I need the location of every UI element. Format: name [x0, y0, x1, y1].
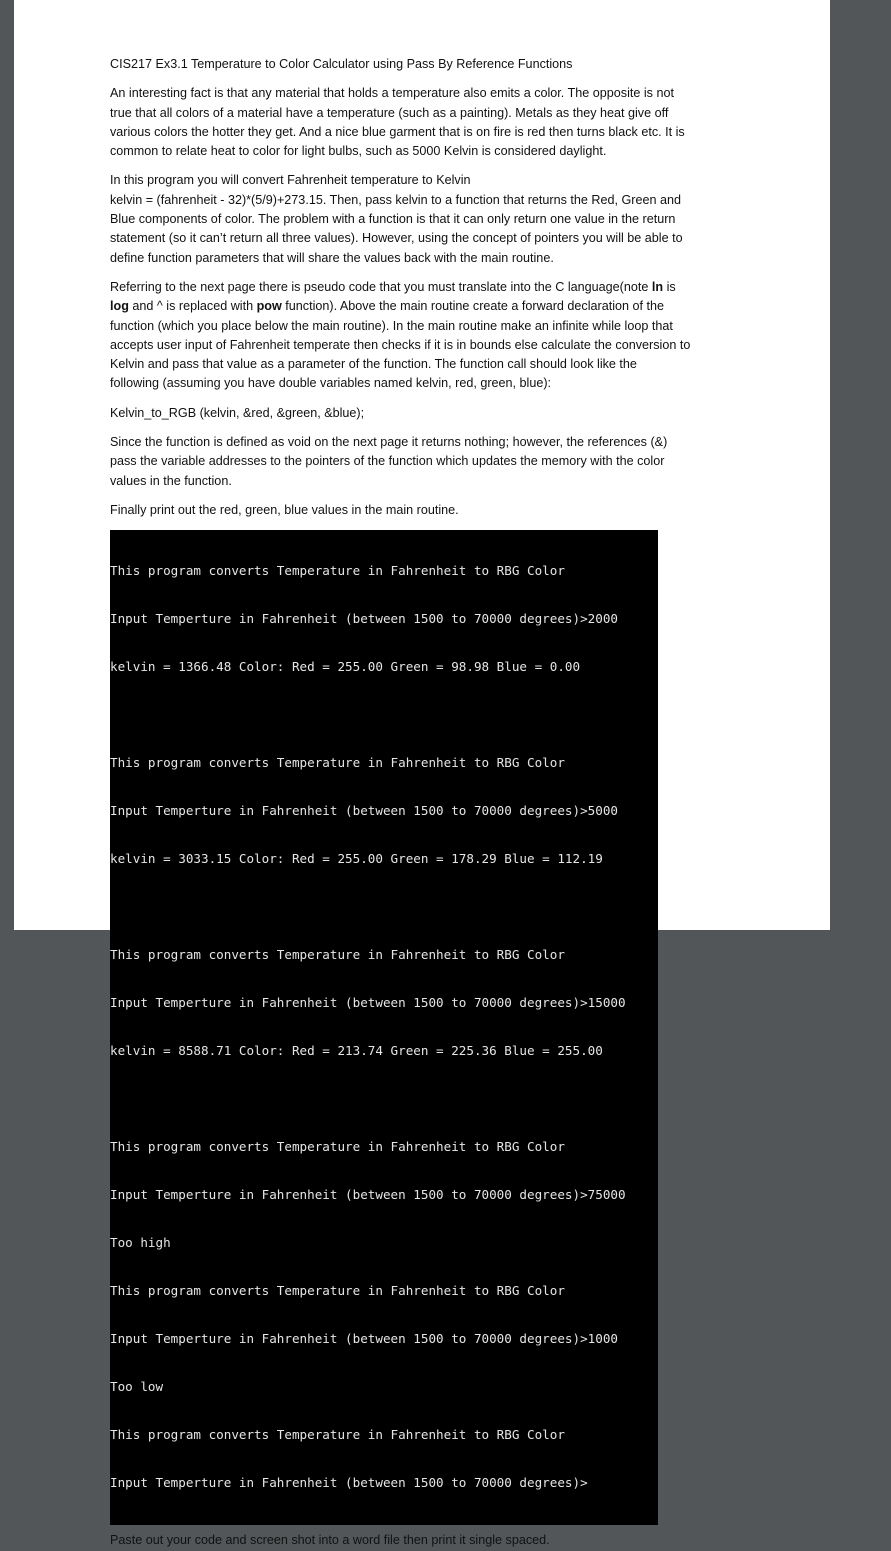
- terminal-line: This program converts Temperature in Fahrenheit to RBG Color: [110, 563, 565, 579]
- terminal-line: Input Temperture in Fahrenheit (between 1500 to 70000 degrees)>2000: [110, 611, 618, 627]
- text-line: statement (so it can’t return all three values). However, using the concept of pointers you will be able to: [110, 231, 683, 246]
- terminal-line: Too low: [110, 1379, 164, 1395]
- text-segment: is: [663, 279, 676, 294]
- text-segment: function). Above the main routine create a forward declaration of the: [281, 299, 665, 314]
- bold-term-pow: pow: [256, 299, 282, 314]
- terminal-line: kelvin = 1366.48 Color: Red = 255.00 Green = 98.98 Blue = 0.00: [110, 659, 581, 675]
- terminal-line: [110, 899, 658, 915]
- terminal-line: kelvin = 8588.71 Color: Red = 213.74 Green = 225.36 Blue = 255.00: [110, 1043, 603, 1059]
- text-line: accepts user input of Fahrenheit temperate then checks if it is in bounds else calculate the conversion to: [110, 337, 691, 352]
- terminal-line: Input Temperture in Fahrenheit (between 1500 to 70000 degrees)>15000: [110, 995, 626, 1011]
- text-line: kelvin = (fahrenheit - 32)*(5/9)+273.15. Then, pass kelvin to a function that returns the Red, Green and: [110, 192, 682, 207]
- text-segment: Referring to the next page there is pseudo code that you must translate into the C language(note: [110, 279, 652, 294]
- terminal-line: This program converts Temperature in Fahrenheit to RBG Color: [110, 947, 565, 963]
- bold-term-ln: ln: [651, 279, 664, 294]
- terminal-line: kelvin = 3033.15 Color: Red = 255.00 Green = 178.29 Blue = 112.19: [110, 851, 603, 867]
- text-line: Since the function is defined as void on the next page it returns nothing; however, the references (&): [110, 435, 668, 450]
- document-page: [14, 0, 830, 1548]
- terminal-line: Input Temperture in Fahrenheit (between 1500 to 70000 degrees)>1000: [110, 1331, 618, 1347]
- function-call-example: Kelvin_to_RGB (kelvin, &red, &green, &blue);: [110, 405, 365, 420]
- text-line: In this program you will convert Fahrenheit temperature to Kelvin: [110, 173, 471, 188]
- terminal-line: [110, 1091, 658, 1107]
- document-content: [110, 55, 738, 1551]
- terminal-line: This program converts Temperature in Fahrenheit to RBG Color: [110, 755, 565, 771]
- terminal-line: This program converts Temperature in Fahrenheit to RBG Color: [110, 1283, 565, 1299]
- terminal-line: Too high: [110, 1235, 171, 1251]
- terminal-screenshot: [110, 530, 658, 1525]
- text-line: various colors the hotter they get. And a nice blue garment that is on fire is red then turns black etc. It is: [110, 124, 685, 139]
- text-line: common to relate heat to color for light bulbs, such as 5000 Kelvin is considered daylight.: [110, 144, 607, 159]
- terminal-line: Input Temperture in Fahrenheit (between 1500 to 70000 degrees)>5000: [110, 803, 618, 819]
- terminal-line: This program converts Temperature in Fahrenheit to RBG Color: [110, 1139, 565, 1155]
- final-instruction: Finally print out the red, green, blue values in the main routine.: [110, 502, 459, 517]
- text-line: values in the function.: [110, 473, 232, 488]
- text-line: define function parameters that will share the values back with the main routine.: [110, 250, 554, 265]
- text-line: Blue components of color. The problem with a function is that it can only return one value in the return: [110, 212, 676, 227]
- text-line: true that all colors of a material have a temperature (such as a painting). Metals as they heat give off: [110, 105, 669, 120]
- terminal-line: [110, 707, 658, 723]
- terminal-line: This program converts Temperature in Fahrenheit to RBG Color: [110, 1427, 565, 1443]
- text-line: [110, 297, 738, 316]
- text-line: function (which you place below the main routine). In the main routine make an infinite while loop that: [110, 318, 673, 333]
- bold-term-log: log: [110, 299, 129, 314]
- text-line: An interesting fact is that any material that holds a temperature also emits a color. The opposite is not: [110, 86, 674, 101]
- text-segment: and ^ is replaced with: [128, 299, 257, 314]
- intro-paragraph: [110, 84, 738, 161]
- text-line: Kelvin and pass that value as a parameter of the function. The function call should look like the: [110, 357, 637, 372]
- terminal-line: Input Temperture in Fahrenheit (between 1500 to 70000 degrees)>: [110, 1475, 588, 1491]
- text-line: [110, 278, 738, 297]
- text-line: pass the variable addresses to the pointers of the function which updates the memory with the color: [110, 454, 665, 469]
- terminal-line: Input Temperture in Fahrenheit (between 1500 to 70000 degrees)>75000: [110, 1187, 626, 1203]
- references-paragraph: [110, 433, 738, 491]
- conversion-paragraph: [110, 171, 738, 267]
- document-title: CIS217 Ex3.1 Temperature to Color Calculator using Pass By Reference Functions: [110, 57, 573, 71]
- text-line: following (assuming you have double variables named kelvin, red, green, blue):: [110, 376, 552, 391]
- footer-instruction: Paste out your code and screen shot into a word file then print it single spaced.: [110, 1533, 550, 1548]
- instructions-paragraph: [110, 278, 738, 394]
